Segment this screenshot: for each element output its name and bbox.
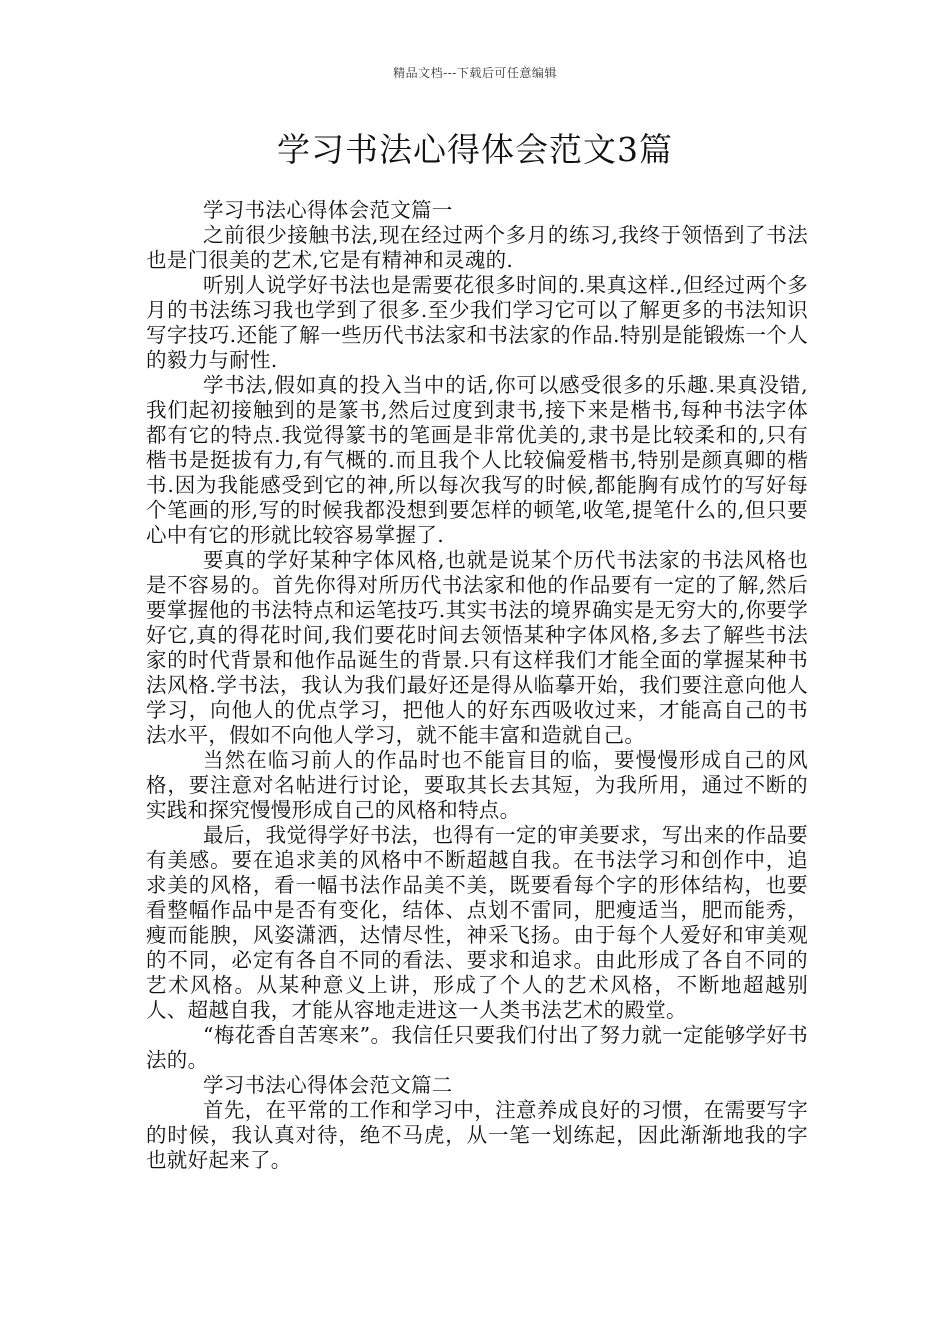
paragraph: 首先，在平常的工作和学习中，注意养成良好的习惯，在需要写字的时候，我认真对待，绝不马虎，从一笔一划练起，因此渐渐地我的字也就好起来了。 — [146, 1098, 808, 1172]
paragraph: 学书法,假如真的投入当中的话,你可以感受很多的乐趣.果真没错,我们起初接触到的是篆书,然后过度到隶书,接下来是楷书,每种书法字体都有它的特点.我觉得篆书的笔画是非常优美的,隶书是比较柔和的,只有楷书是挺拔有力,有气概的.而且我个人比较偏爱楷书,特别是颜真卿的楷书.因为我能感受到它的神,所以每次我写的时候,都能胸有成竹的写好每个笔画的形,写的时候我都没想到要怎样的顿笔,收笔,提笔什么的,但只要心中有它的形就比较容易掌握了. — [146, 373, 808, 547]
document-body — [146, 198, 808, 1173]
quote-paragraph: “梅花香自苦寒来”。我信任只要我们付出了努力就一定能够学好书法的。 — [146, 1023, 808, 1072]
paragraph: 之前很少接触书法,现在经过两个多月的练习,我终于领悟到了书法也是门很美的艺术,它是有精神和灵魂的. — [146, 223, 808, 272]
section-heading-2: 学习书法心得体会范文篇二 — [203, 1073, 453, 1097]
document-title: 学习书法心得体会范文3篇 — [277, 130, 673, 169]
header-note: 精品文档---下载后可任意编辑 — [393, 66, 557, 80]
paragraph: 要真的学好某种字体风格,也就是说某个历代书法家的书法风格也是不容易的。首先你得对所历代书法家和他的作品要有一定的了解,然后要掌握他的书法特点和运笔技巧.其实书法的境界确实是无穷大的,你要学好它,真的得花时间,我们要花时间去领悟某种字体风格,多去了解些书法家的时代背景和他作品诞生的背景.只有这样我们才能全面的掌握某种书法风格.学书法，我认为我们最好还是得从临摹开始，我们要注意向他人学习，向他人的优点学习，把他人的好东西吸收过来，才能高自己的书法水平，假如不向他人学习，就不能丰富和造就自己。 — [146, 548, 808, 747]
paragraph: 当然在临习前人的作品时也不能盲目的临，要慢慢形成自己的风格，要注意对名帖进行讨论，要取其长去其短，为我所用，通过不断的实践和探究慢慢形成自己的风格和特点。 — [146, 748, 808, 822]
paragraph: 听别人说学好书法也是需要花很多时间的.果真这样.,但经过两个多月的书法练习我也学到了很多.至少我们学习它可以了解更多的书法知识写字技巧.还能了解一些历代书法家和书法家的作品.特别是能锻炼一个人的毅力与耐性. — [146, 273, 808, 372]
section-heading-1: 学习书法心得体会范文篇一 — [203, 198, 453, 222]
paragraph: 最后，我觉得学好书法，也得有一定的审美要求，写出来的作品要有美感。要在追求美的风格中不断超越自我。在书法学习和创作中，追求美的风格，看一幅书法作品美不美，既要看每个字的形体结构，也要看整幅作品中是否有变化，结体、点划不雷同，肥瘦适当，肥而能秀，瘦而能腴，风姿潇洒，达情尽性，神采飞扬。由于每个人爱好和审美观的不同，必定有各自不同的看法、要求和追求。由此形成了各自不同的艺术风格。从某种意义上讲，形成了个人的艺术风格，不断地超越别人、超越自我，才能从容地走进这一人类书法艺术的殿堂。 — [146, 823, 808, 1022]
